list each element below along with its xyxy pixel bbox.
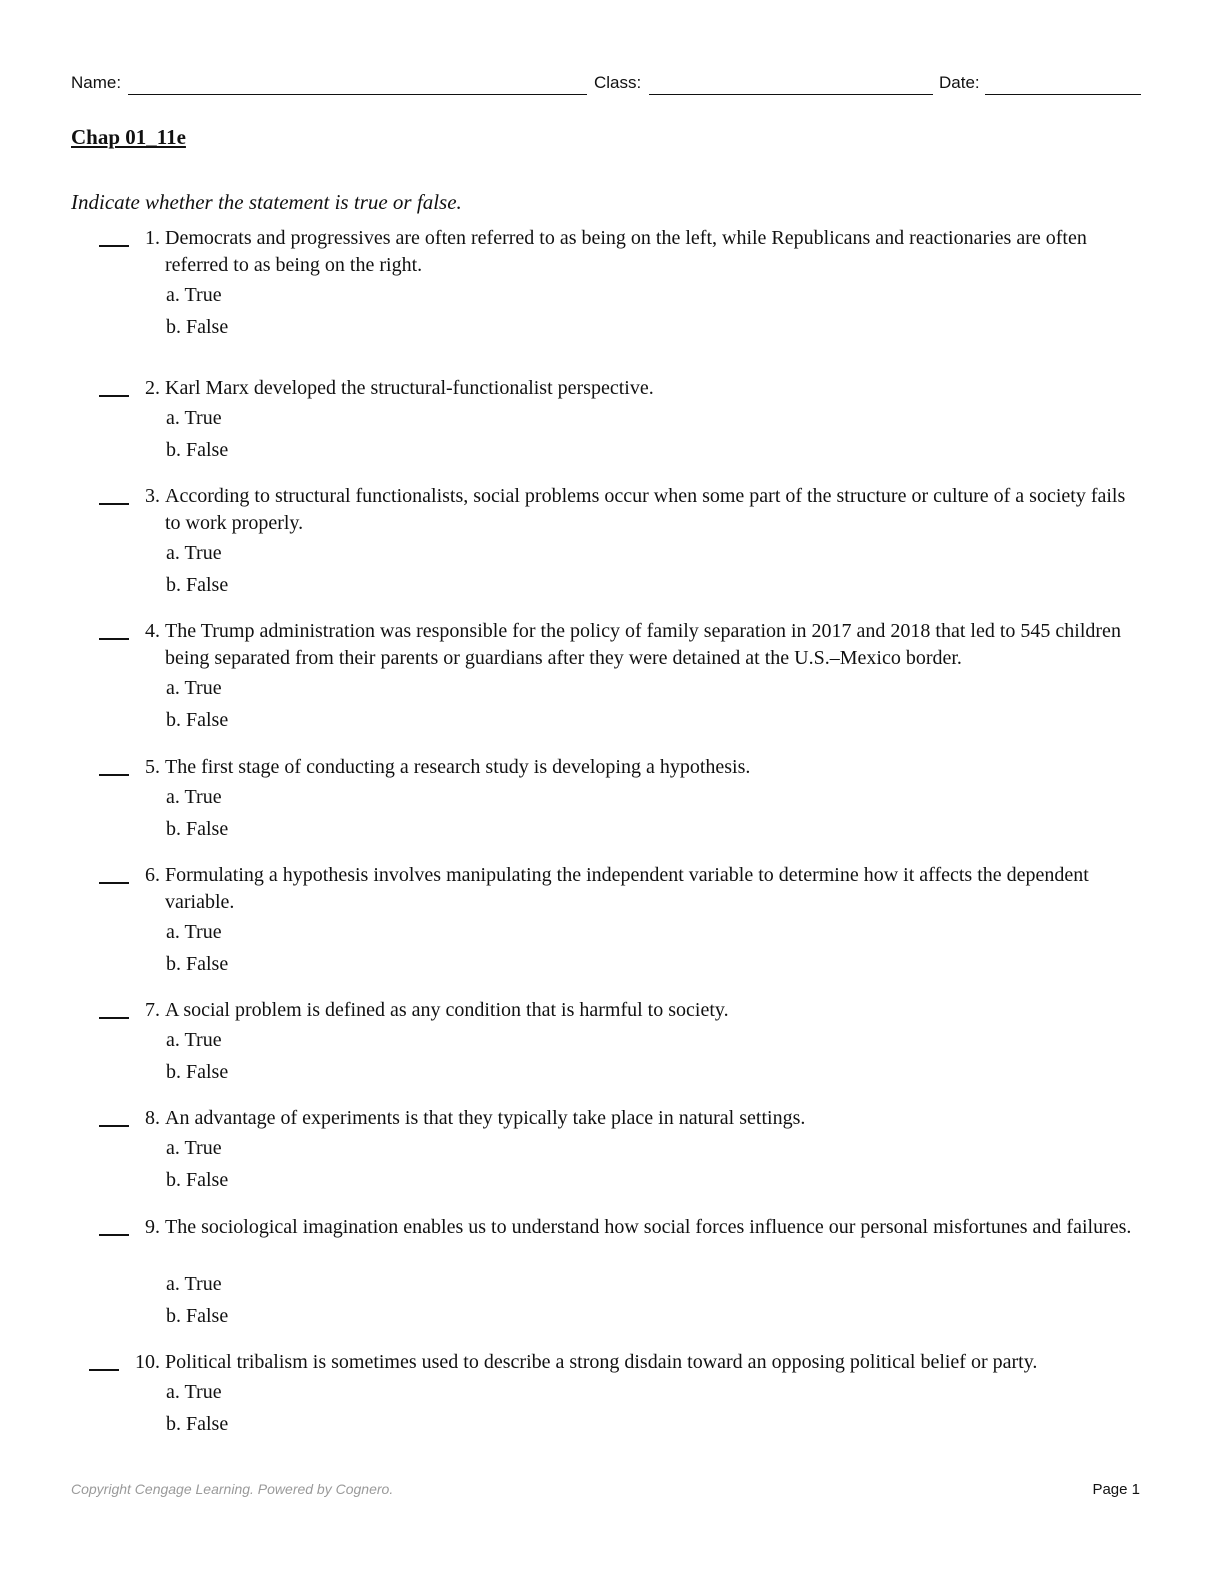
question-number: 3. [145, 485, 160, 507]
option-false: b. False [166, 1169, 229, 1191]
option-true: a. True [166, 677, 222, 699]
date-label: Date: [939, 73, 980, 92]
question-text: According to structural functionalists, social problems occur when some part of the structure or culture of a society fails to work properly. [165, 485, 1126, 534]
name-field-line[interactable] [128, 94, 587, 95]
question-number: 8. [145, 1107, 160, 1129]
question-number: 5. [145, 756, 160, 778]
question-text: The Trump administration was responsible for the policy of family separation in 2017 and 2018 that led to 545 children being separated from their parents or guardians after they were detained at the U.S.–Mexico border. [165, 620, 1121, 669]
option-true: a. True [166, 284, 222, 306]
question-number: 7. [145, 999, 160, 1021]
option-true: a. True [166, 786, 222, 808]
option-false: b. False [166, 709, 229, 731]
header-row [71, 73, 1141, 99]
question-number: 10. [135, 1351, 160, 1373]
question-text: Formulating a hypothesis involves manipulating the independent variable to determine how it affects the dependent variable. [165, 864, 1089, 913]
footer-page-number: Page 1 [1092, 1481, 1140, 1498]
option-false: b. False [166, 439, 229, 461]
name-label: Name: [71, 73, 122, 92]
class-label: Class: [594, 73, 642, 92]
option-false: b. False [166, 1305, 229, 1327]
question-text: Democrats and progressives are often referred to as being on the left, while Republicans and reactionaries are often referred to as being on the right. [165, 227, 1087, 276]
option-true: a. True [166, 1137, 222, 1159]
question-text: Political tribalism is sometimes used to describe a strong disdain toward an opposing political belief or party. [165, 1351, 1038, 1373]
option-false: b. False [166, 953, 229, 975]
question-number: 9. [145, 1216, 160, 1238]
question-number: 4. [145, 620, 160, 642]
option-true: a. True [166, 542, 222, 564]
question-number: 1. [145, 227, 160, 249]
chapter-title: Chap 01_11e [71, 125, 186, 149]
option-false: b. False [166, 818, 229, 840]
question-text: The sociological imagination enables us to understand how social forces influence our personal misfortunes and failures. [165, 1216, 1132, 1238]
date-field-line[interactable] [985, 94, 1141, 95]
option-true: a. True [166, 407, 222, 429]
option-true: a. True [166, 1273, 222, 1295]
question-text: A social problem is defined as any condition that is harmful to society. [165, 999, 729, 1021]
instructions: Indicate whether the statement is true or false. [71, 190, 462, 214]
option-true: a. True [166, 1381, 222, 1403]
class-field-line[interactable] [649, 94, 933, 95]
option-true: a. True [166, 921, 222, 943]
option-false: b. False [166, 1413, 229, 1435]
option-false: b. False [166, 1061, 229, 1083]
question-number: 6. [145, 864, 160, 886]
option-false: b. False [166, 574, 229, 596]
question-number: 2. [145, 377, 160, 399]
question-text: Karl Marx developed the structural-functionalist perspective. [165, 377, 654, 399]
option-true: a. True [166, 1029, 222, 1051]
option-false: b. False [166, 316, 229, 338]
question-text: An advantage of experiments is that they typically take place in natural settings. [165, 1107, 806, 1129]
footer-copyright: Copyright Cengage Learning. Powered by Cognero. [71, 1481, 394, 1497]
question-text: The first stage of conducting a research study is developing a hypothesis. [165, 756, 751, 778]
